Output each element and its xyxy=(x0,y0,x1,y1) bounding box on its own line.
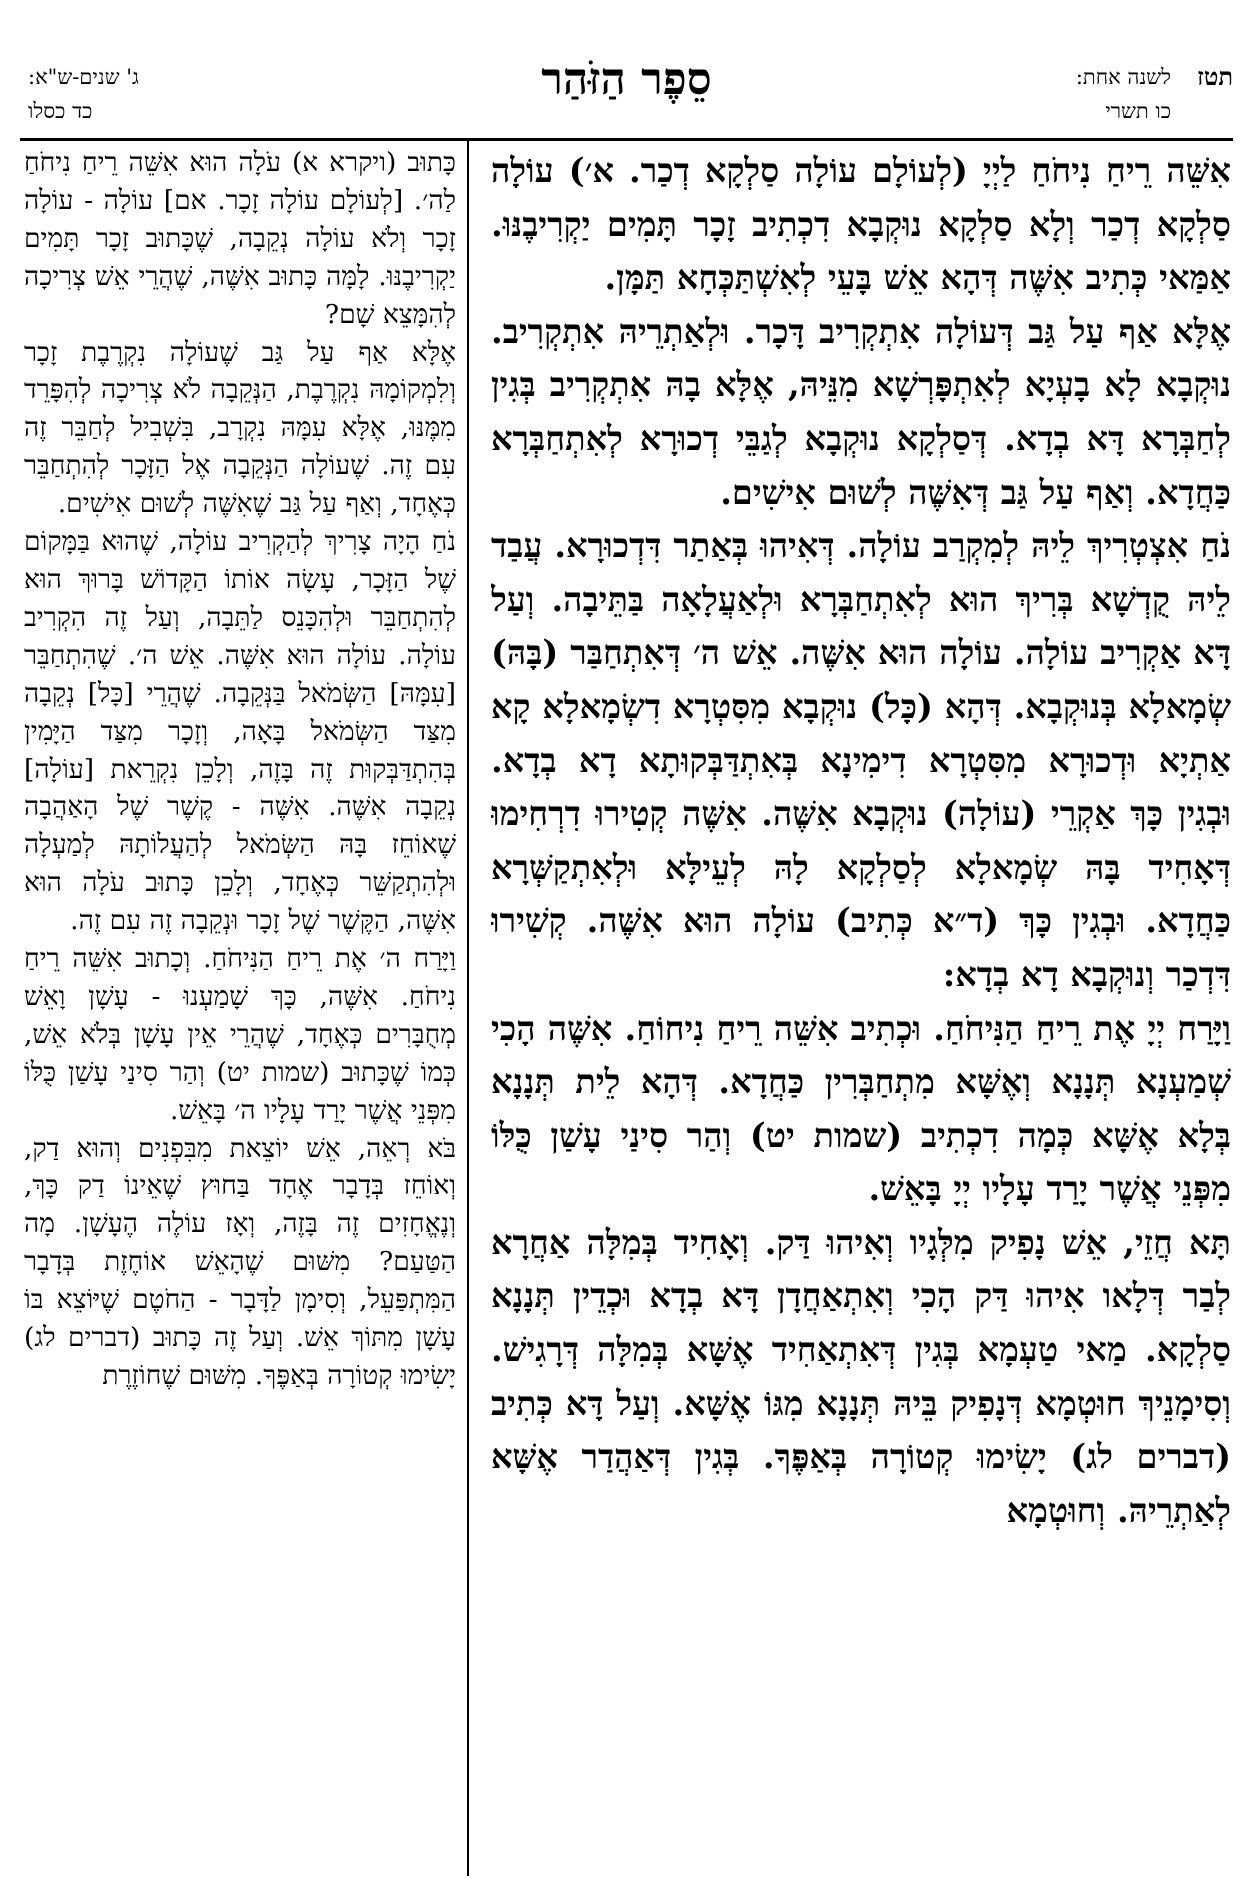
main-paragraph: תָּא חֲזֵי, אֵשׁ נָפִיק מִלְּגָיו וְאִיהוּ דַּק. וְאָחִיד בְּמִלָּה אַחֲרָא לְבַר דְּלָאו אִיהוּ דַּק הָכִי וְאִתְאַחֲדָן דָּא בְדָא וּכְדֵין תְּנָנָא סַלְקָא. מַאי טַעְמָא בְּגִין דְּאִתְאַחִיד אֶשָּׁא בְּמִלָּה דְּרָגִישׁ. וְסִימָנֵיךְ חוּטְמָא דְּנָפִיק בֵּיהּ תְּנָנָא מִגּוֹ אֶשָּׁא. וְעַל דָּא כְּתִיב (דברים לג) יָשִׂימוּ קְטוֹרָה בְּאַפֶּךָ. בְּגִין דְּאַהֲדַר אֶשָּׁא לְאַתְרֵיהּ. וְחוּטְמָא xyxy=(491,1221,1231,1530)
main-paragraph: נֹחַ אִצְטְרִיךְ לֵיהּ לְמִקְרַב עוֹלָה. דְּאִיהוּ בְּאַתַר דִּדְכוּרָא. עֲבַד לֵיהּ קֻדְשָׁא בְּרִיךְ הוּא לְאִתְחַבְּרָא וּלְאַעֲלָאָה בַּתֵּיבָה. וְעַל דָּא אַקְרִיב עוֹלָה. עוֹלָה הוּא אִשֶּׁה. אֵשׁ ה׳ דְּאִתְחַבַּר (בָּהּ) שְׂמָאלָא בְּנוּקְבָא. דְּהָא (כָּל) נוּקְבָא מִסִּטְרָא דִשְׂמָאלָא קָא אַתְיָא וּדְכוּרָא מִסִּטְרָא דִימִינָא בְּאִתְדַּבְּקוּתָא דָא בְדָא. וּבְגִין כָּךְ אַקְרֵי (עוֹלָה) נוּקְבָא אִשֶּׁה. אִשֶּׁה קְטִירוּ דִרְחִימוּ דְּאָחִיד בָּהּ שְׂמָאלָא לְסַלְקָא לָהּ לְעֵילָּא וּלְאִתְקַשְּׁרָא כַּחֲדָא. וּבְגִין כָּךְ (ד״א כְּתִיב) עוֹלָה הוּא אִשֶּׁה. קְשִׁירוּ דִּדְכַר וְנוּקְבָא דָא בְדָא: xyxy=(491,525,1231,994)
translation-paragraph: בֹּא רְאֵה, אֵשׁ יוֹצֵאת מִבִּפְנִים וְהוּא דַק, וְאוֹחֵז בְּדָבָר אֶחָד בַּחוּץ שֶׁאֵינוֹ דַק כָּךְ, וְנֶאֱחָזִים זֶה בָּזֶה, וְאָז עוֹלֶה הֶעָשָׁן. מָה הַטַּעַם? מִשּׁוּם שֶׁהָאֵשׁ אוֹחֶזֶת בְּדָבָר הַמִּתְפַּעֵל, וְסִימָן לַדָּבָר - הַחֹטֶם שֶׁיּוֹצֵא בּוֹ עָשָׁן מִתּוֹךְ אֵשׁ. וְעַל זֶה כָּתוּב (דברים לג) יָשִׂימוּ קְטוֹרָה בְּאַפֶּךָ. מִשּׁוּם שֶׁחוֹזֶרֶת xyxy=(24,1132,456,1391)
header-right-line1: לשנה אחת: xyxy=(1075,65,1171,89)
hebrew-translation-column xyxy=(24,144,456,1876)
header-rule xyxy=(20,138,1233,141)
column-divider xyxy=(467,141,469,1876)
header-left-line2: כד כסלו xyxy=(28,99,93,123)
header-left-info xyxy=(28,60,139,128)
translation-paragraph: כָּתוּב (ויקרא א) עֹלָה הוּא אִשֵּׁה רֵיחַ נִיחֹחַ לַה׳. [לְעוֹלָם עוֹלָה זָכָר. אם] עוֹלָה - עוֹלָה זָכָר וְלֹא עוֹלָה נְקֵבָה, שֶׁכָּתוּב זָכָר תָּמִים יַקְרִיבֶנּוּ. לָמָּה כָּתוּב אִשֶּׁה, שֶׁהֲרֵי אֵשׁ צְרִיכָה לְהִמָּצֵא שָׁם? xyxy=(24,147,456,330)
translation-paragraph: נֹחַ הָיָה צָרִיךְ לְהַקְרִיב עוֹלָה, שֶׁהוּא בַּמָּקוֹם שֶׁל הַזָּכָר, עָשָׂה אוֹתוֹ הַקָּדוֹשׁ בָּרוּךְ הוּא לְהִתְחַבֵּר וּלְהִכָּנֵס לַתֵּבָה, וְעַל זֶה הִקְרִיב עוֹלָה. עוֹלָה הוּא אִשֶּׁה. אֵשׁ ה׳. שֶׁהִתְחַבֵּר [עִמָּהּ] הַשְּׂמֹאל בַּנְּקֵבָה. שֶׁהֲרֵי [כָּל] נְקֵבָה מִצַּד הַשְּׂמֹאל בָּאָה, וְזָכָר מִצַּד הַיָּמִין בְּהִתְדַּבְּקוּת זֶה בָּזֶה, וְלָכֵן נִקְרֵאת [עוֹלָה] נְקֵבָה אִשֶּׁה. אִשֶּׁה - קֶשֶׁר שֶׁל הָאַהֲבָה שֶׁאוֹחֵז בָּהּ הַשְּׂמֹאל לְהַעֲלוֹתָהּ לְמַעְלָה וּלְהִתְקַשֵּׁר כְּאֶחָד, וְלָכֵן כָּתוּב עֹלָה הוּא אִשֶּׁה, הַקֶּשֶׁר שֶׁל זָכָר וּנְקֵבָה זֶה עִם זֶה. xyxy=(24,526,456,937)
page-number: תטז xyxy=(1197,62,1233,91)
main-paragraph: וַיָּרַח יְיָ אֶת רֵיחַ הַנִּיחֹחַ. וּכְתִיב אִשֵּׁה רֵיחַ נִיחוֹחַ. אִשֶּׁה הָכִי שְׁמַעְנָא תְּנָנָא וְאֶשָּׁא מִתְחַבְּרִין כַּחֲדָא. דְּהָא לֵית תְּנָנָא בְּלָא אֶשָּׁא כְּמָה דִכְתִיב (שמות יט) וְהַר סִינַי עָשַׁן כֻּלּוֹ מִפְּנֵי אֲשֶׁר יָרַד עָלָיו יְיָ בָּאֵשׁ. xyxy=(491,1007,1231,1209)
page-header xyxy=(20,54,1233,138)
book-title: סֵפֶר הַזֹּהַר xyxy=(541,54,712,105)
main-paragraph: אִשֵּׁה רֵיחַ נִיחֹחַ לַיְיָ (לְעוֹלָם עוֹלָה סַלְקָא דְכַר. א׳) עוֹלָה סַלְקָא דְכַר וְלָא סַלְקָא נוּקְבָא דִכְתִיב זָכָר תָּמִים יַקְרִיבֶנּוּ. אַמַּאי כְּתִיב אִשֶּׁה דְּהָא אֵשׁ בָּעֵי לְאִשְׁתַּכְּחָא תַּמָּן. xyxy=(491,150,1231,298)
translation-paragraph: וַיָּרַח ה׳ אֶת רֵיחַ הַנִּיחֹחַ. וְכָתוּב אִשֵּׁה רֵיחַ נִיחֹחַ. אִשֶּׁה, כָּךְ שָׁמַעְנוּ - עָשָׁן וָאֵשׁ מְחֻבָּרִים כְּאֶחָד, שֶׁהֲרֵי אֵין עָשָׁן בְּלֹא אֵשׁ, כְּמוֹ שֶׁכָּתוּב (שמות יט) וְהַר סִינַי עָשַׁן כֻּלּוֹ מִפְּנֵי אֲשֶׁר יָרַד עָלָיו ה׳ בָּאֵשׁ. xyxy=(24,943,456,1126)
header-right-line2: כו תשרי xyxy=(1105,99,1171,123)
header-left-line1: ג' שנים-ש"א: xyxy=(28,65,139,89)
aramaic-main-column xyxy=(491,144,1231,1876)
translation-paragraph: אֶלָּא אַף עַל גַּב שֶׁעוֹלָה נִקְרֶבֶת זָכָר וְלִמְקוֹמָהּ נִקְרֶבֶת, הַנְּקֵבָה לֹא צְרִיכָה לְהִפָּרֵד מִמֶּנּוּ, אֶלָּא עִמָּהּ נִקְרָב, בִּשְׁבִיל לְחַבֵּר זֶה עִם זֶה. שֶׁעוֹלָה הַנְּקֵבָה אֶל הַזָּכָר לְהִתְחַבֵּר כְּאֶחָד, וְאַף עַל גַּב שֶׁאִשֶּׁה לְשׁוּם אִישִׁים. xyxy=(24,336,456,520)
main-paragraph: אֶלָּא אַף עַל גַּב דְּעוֹלָה אִתְקְרִיב דָּכָר. וּלְאַתְרֵיהּ אִתְקְרִיב. נוּקְבָא לָא בָעְיָא לְאִתְפָּרְשָׁא מִנֵּיהּ, אֶלָּא בָהּ אִתְקְרִיב בְּגִין לְחַבְּרָא דָּא בְדָא. דְּסַלְקָא נוּקְבָא לְגַבֵּי דְכוּרָא לְאִתְחַבְּרָא כַּחֲדָא. וְאַף עַל גַּב דְּאִשֶּׁה לְשׁוּם אִישִׁים. xyxy=(491,310,1231,512)
